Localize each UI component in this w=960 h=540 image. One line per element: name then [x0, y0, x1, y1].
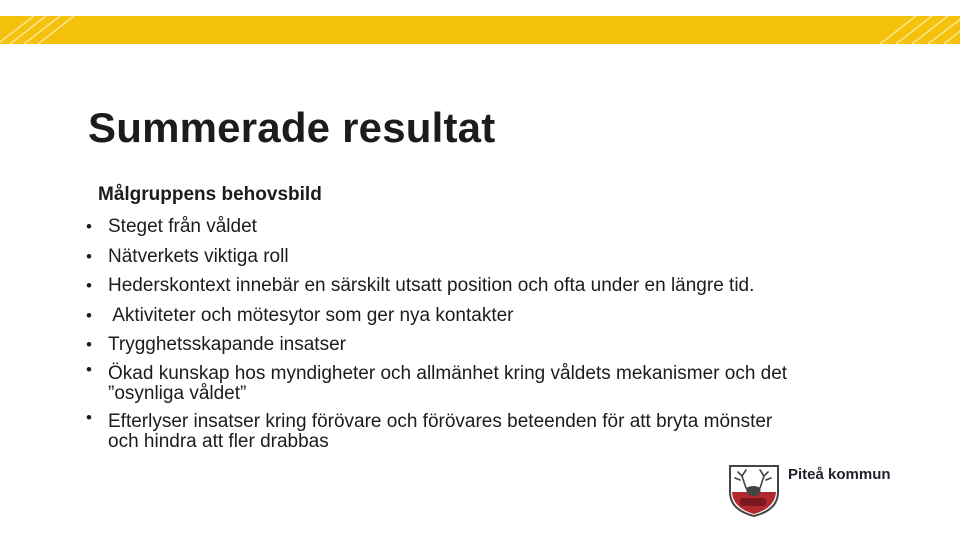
municipality-logo: [726, 462, 926, 520]
section-subtitle: Målgruppens behovsbild: [98, 184, 322, 205]
bullet-item: • Steget från våldet: [86, 212, 886, 242]
bullet-item: • Aktiviteter och mötesytor som ger nya kontakter: [86, 301, 886, 331]
bullet-item: • Trygghetsskapande insatser: [86, 330, 886, 360]
bullet-item: • Hederskontext innebär en särskilt utsatt position och ofta under en längre tid.: [86, 271, 886, 301]
bullet-item: • Nätverkets viktiga roll: [86, 242, 886, 272]
coat-of-arms-reindeer-icon: [726, 462, 782, 518]
bullet-list: [86, 212, 886, 456]
bullet-item: • Efterlyser insatser kring förövare och förövares beteenden för att bryta mönster och hindra att fler drabbas: [86, 408, 798, 456]
logo-wordmark: Piteå kommun: [788, 466, 891, 483]
decorative-stripe-band: [0, 16, 960, 44]
slide-title: Summerade resultat: [88, 104, 496, 151]
bullet-item: • Ökad kunskap hos myndigheter och allmänhet kring våldets mekanismer och det ”osynliga våldet”: [86, 360, 848, 408]
stripe-pattern: [0, 16, 960, 44]
